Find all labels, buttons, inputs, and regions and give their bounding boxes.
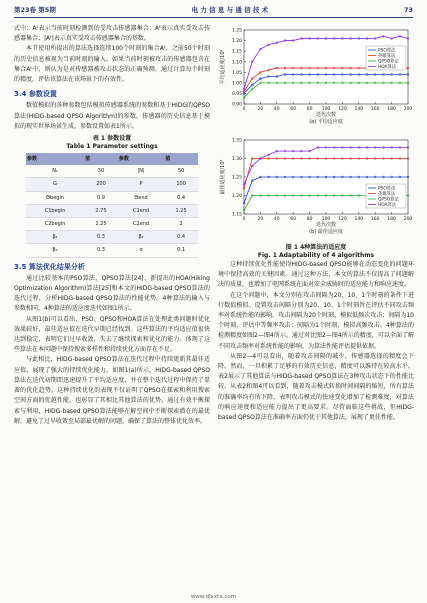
table-cell: C1end (118, 204, 164, 217)
y-axis-label: 最佳适应度/10² (220, 159, 226, 195)
table-cell: 0.3 (84, 244, 118, 257)
y-tick-label: 0.90 (231, 102, 242, 108)
table-header-cell: 值 (164, 153, 198, 165)
legend-label: QPSO算法 (378, 59, 399, 65)
figure-caption-cn: 图 1 4种算法的适应度 (285, 244, 347, 251)
y-tick-label: 0.95 (231, 92, 242, 98)
section-heading-3-5: 3.5 算法优化结果分析 (14, 262, 85, 271)
para-results: 从图2—4可以看出，随着攻击间隔的减少，传感器选择的精度会下降。然而，一旦积累了足够的有效历史信息，精度可以维持在较高水平。表2展示了其他算法与HIDG-based QPSO算法在3种攻击状态下的性能比较。从表2和图4可以看到，随着攻击模式转换时间间隔的缩短，所有算法的准确率均有所下降，表明攻击模式的快速变化增加了检测难度，对算法的响应速度和适应能力提出了更高要求。尽管面临这些挑战，但HIDG-based QPSO算法在准确率方面仍优于其他算法，展现了更佳性能。 (218, 352, 414, 422)
x-tick-label: 80 (306, 217, 313, 222)
x-tick-label: 60 (290, 217, 297, 222)
y-axis-label: 平均适应度/10² (220, 49, 226, 85)
table-cell: 0.4 (164, 191, 198, 204)
table-header-cell: 参数 (118, 153, 164, 165)
table-cell: β₂ (118, 231, 164, 244)
table-cell: C1begin (26, 204, 84, 217)
journal-title: 电 力 信 息 与 通 信 技 术 (191, 6, 269, 14)
table-cell: 1.25 (84, 218, 118, 231)
table-row (26, 204, 198, 217)
chart-average-fitness (218, 24, 414, 134)
para-hidg-advantage: 与此相比，HIDG-based QPSO算法在迭代过程中持续更新其最佳适应值，展现了强大的持续优化能力。如图1(a)所示，HIDG-based QPSO算法在迭代初期即迅速提升了平均适应度，并在整个迭代过程中保持了显著的优化趋势，这种持续优化的表现不仅证明了QPSO在探索和利用搜索空间方面的优越性能，也彰显了其相比其他算法的优势。通过有效平衡探索与利用，HIDG-based QPSO算法能够在解空间中不断探索潜在的最优解，避免了过早收敛至局部最优解的问题，确保了算法的整体优化效率。 (14, 356, 210, 425)
table-cell: 0.1 (164, 244, 198, 257)
legend-label: HOA算法 (378, 203, 397, 209)
running-header (14, 3, 413, 16)
x-tick-label: 0 (242, 107, 246, 112)
table-cell: Θbegin (26, 191, 84, 204)
para-intervals: 在这个问题中，本文分别在攻击间隔为20、10、1个时刻的条件下进行数值模拟。设置攻击间隔分别为20、10、1个时刻旨在评估不同攻击频率对系统性能的影响。攻击间隔为20个时刻，模拟低频次攻击；间隔为10个时刻，评估中等频率攻击；间隔为1个时刻，模拟高频攻击。4种算法的检测精度如图2—图4所示。通过对比图2—图4所示的精度，可以全面了解不同攻击频率对系统性能的影响，为算法性能评估提供依据。 (218, 291, 414, 350)
table-cell: G (26, 178, 84, 191)
header-rule (14, 17, 413, 18)
table-row (26, 178, 198, 191)
y-tick-label: 1.15 (231, 49, 242, 55)
legend-label: QPSO算法 (378, 197, 399, 203)
subfigure-caption: (a) 平均适应度 (309, 119, 343, 125)
x-tick-label: 200 (403, 107, 413, 112)
table-cell: β₁ (26, 231, 84, 244)
x-tick-label: 180 (387, 217, 396, 222)
para-accuracy-def: 式中：Aᵗ表示当前时刻检测到的受攻击传感器集合；Aᵗ表示真实受攻击传感器集合；|Aᵗ|表示真实受攻击传感器集合的基数。 (14, 25, 210, 43)
parameter-table (26, 153, 198, 258)
table-header-cell: 参数 (26, 153, 84, 165)
table-cell: 100 (164, 178, 198, 191)
y-tick-label: 1.35 (231, 138, 242, 144)
x-axis-label: 迭代次数 (315, 112, 337, 118)
table-cell: 0.3 (84, 231, 118, 244)
legend-label: PSO算法 (378, 186, 396, 192)
x-tick-label: 140 (354, 107, 364, 112)
table-cell: 50 (164, 165, 198, 178)
table-cell: Θend (118, 191, 164, 204)
x-tick-label: 60 (290, 107, 297, 112)
table-cell: N₁ (26, 165, 84, 178)
x-tick-label: 40 (273, 107, 280, 112)
x-axis-label: 迭代次数 (315, 222, 337, 228)
page-number: 73 (403, 5, 413, 14)
x-tick-label: 40 (273, 217, 280, 222)
figure-caption-en: Fig. 1 Adaptability of 4 algorithms (257, 252, 375, 259)
para-fig1b: 从图1(b)可以看出，PSO、QPSO和HOA算法在处理此类问题时优化效果较好，最佳适应值在迭代早期已经找到。这些算法的平均适应值很快达到稳定，表明它们过早收敛，失去了继续探索和优化的能力。体现了这些算法在本问题中保持搜索多样性和持续优化方面存在不足。 (14, 315, 210, 354)
footer-url: www.dlxxtx.com (190, 594, 237, 600)
table-row (26, 231, 198, 244)
left-column (14, 24, 210, 427)
table-row (26, 218, 198, 231)
table-cell: σ (118, 244, 164, 257)
x-tick-label: 120 (338, 217, 347, 222)
x-tick-label: 80 (306, 107, 313, 112)
para-continuous: 这种持续优化性能使得HIDG-based QPSO能够在动态变化的问题环境中保持高效的关键因素。通过这种方法，本文的算法不仅提高了问题解决的质量，也增加了电网系统在面对安全威胁时的适应能力和响应速度。 (218, 261, 414, 289)
table-cell: 1.25 (164, 204, 198, 217)
right-column (218, 24, 414, 423)
x-tick-label: 100 (321, 107, 331, 112)
x-tick-label: 160 (370, 107, 380, 112)
table-cell: β₃ (26, 244, 84, 257)
x-tick-label: 180 (387, 107, 396, 112)
y-tick-label: 1.00 (231, 81, 242, 87)
table-cell: C2end (118, 218, 164, 231)
subfigure-caption: (b) 最佳适应度 (309, 229, 343, 235)
table-row (26, 191, 198, 204)
para-time-selection: 本节使用所提出的算法选择连续100个时刻的集合Aᵗ，之前50个时刻的历史信息被视为当前时刻的输入。如果当前时刻被攻击的传感器包含在集合Aᵗ中，则认为是对传感器被攻击状态的正确预测。通过计算每个时刻的精度，评估该算法在该场景下的有效性。 (14, 45, 210, 84)
table-cell: C2begin (26, 218, 84, 231)
table-row (26, 165, 198, 178)
legend-label: 英雄算法 (378, 192, 396, 198)
chart-best-fitness (218, 134, 414, 244)
table-row (26, 244, 198, 257)
y-tick-label: 1.25 (231, 28, 242, 34)
y-tick-label: 1.25 (231, 175, 242, 181)
x-tick-label: 20 (257, 217, 264, 222)
table-cell: 0.4 (164, 231, 198, 244)
x-tick-label: 160 (370, 217, 380, 222)
table-cell: 30 (84, 165, 118, 178)
x-tick-label: 140 (354, 217, 364, 222)
y-tick-label: 1.05 (231, 70, 242, 76)
table-cell: 2.75 (84, 204, 118, 217)
y-tick-label: 1.30 (231, 157, 242, 163)
table-cell: P (118, 178, 164, 191)
y-tick-label: 1.15 (231, 212, 242, 218)
legend-label: PSO算法 (378, 48, 396, 54)
table-header-cell: 值 (84, 153, 118, 165)
section-heading-3-4: 3.4 参数设置 (14, 90, 57, 99)
x-tick-label: 200 (403, 217, 413, 222)
table-caption-cn: 表 1 参数设置 (92, 135, 132, 143)
x-tick-label: 20 (257, 107, 264, 112)
para-params: 数值模拟的各种参数包括模拟传感器系统的参数和基于HIDG的QPSO算法(HIDG-based QPSO Algorithm)的参数。传感器的历史信息基于模拟的现实世界场景生成，参数设置如表1所示。 (14, 102, 210, 130)
y-tick-label: 1.10 (231, 60, 242, 66)
table-cell: |N| (118, 165, 164, 178)
para-compare: 通过比较基本的PSO算法、QPSO算法[24]、新提出的HOA(Hiking Optimization Algorithm)算法[25]和本文的HIDG-based QPSO算法的迭代过程，分析HIDG-based QPSO算法的性能优势。4种算法的输入与参数相同，4种算法的适应度迭代如图1所示。 (14, 274, 210, 313)
legend-label: HOA算法 (378, 65, 397, 71)
table-cell: 2 (164, 218, 198, 231)
legend-label: 英雄算法 (378, 54, 396, 60)
table-cell: 200 (84, 178, 118, 191)
x-tick-label: 100 (321, 217, 331, 222)
x-tick-label: 120 (338, 107, 347, 112)
x-tick-label: 0 (242, 217, 246, 222)
y-tick-label: 1.20 (231, 39, 242, 45)
table-caption-en: Table 1 Parameter settings (66, 143, 158, 151)
y-tick-label: 1.20 (231, 194, 242, 200)
journal-volume: 第23卷 第5期 (14, 6, 56, 14)
table-cell: 0.9 (84, 191, 118, 204)
